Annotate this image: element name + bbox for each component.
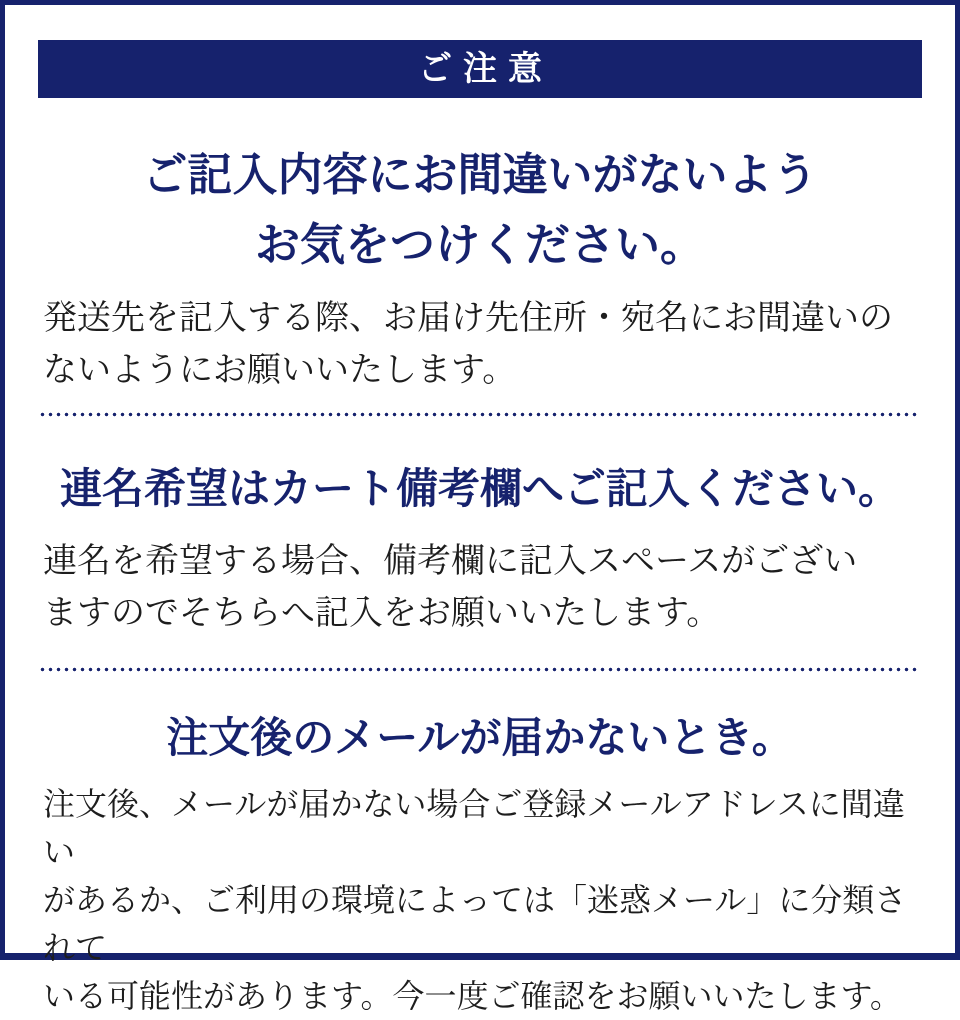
section-1-heading xyxy=(38,140,922,280)
section-1-body xyxy=(43,292,917,396)
section-1-heading-line-2: お気をつけください。 xyxy=(254,219,705,270)
section-3-heading-line-1: 注文後のメールが届かないとき。 xyxy=(166,714,794,761)
section-2-body xyxy=(43,535,917,639)
section-2-body-line-2: ますのでそちらへ記入をお願いいたします。 xyxy=(43,594,721,632)
dotted-divider xyxy=(40,412,920,417)
notice-banner-title: ご注意 xyxy=(418,50,553,88)
section-1-body-line-2: ないようにお願いいたします。 xyxy=(43,351,517,389)
notice-banner xyxy=(38,40,922,98)
section-1-heading-line-1: ご記入内容にお間違いがないよう xyxy=(142,149,818,200)
section-3-heading xyxy=(38,706,922,770)
section-2-heading xyxy=(38,457,922,521)
notice-page xyxy=(5,40,955,1014)
section-3-body xyxy=(43,780,917,1020)
section-3-body-line-1: 注文後、メールが届かない場合ご登録メールアドレスに間違い xyxy=(43,786,905,870)
section-1-body-line-1: 発送先を記入する際、お届け先住所・宛名にお間違いの xyxy=(43,299,893,337)
section-3-body-line-3: いる可能性があります。今一度ご確認をお願いいたします。 xyxy=(43,978,902,1014)
dotted-divider xyxy=(40,667,920,672)
section-3-body-line-2: があるか、ご利用の環境によっては「迷惑メール」に分類されて xyxy=(43,882,907,966)
section-2-body-line-1: 連名を希望する場合、備考欄に記入スペースがござい xyxy=(43,542,858,580)
section-2-heading-line-1: 連名希望はカート備考欄へご記入ください。 xyxy=(59,465,900,512)
